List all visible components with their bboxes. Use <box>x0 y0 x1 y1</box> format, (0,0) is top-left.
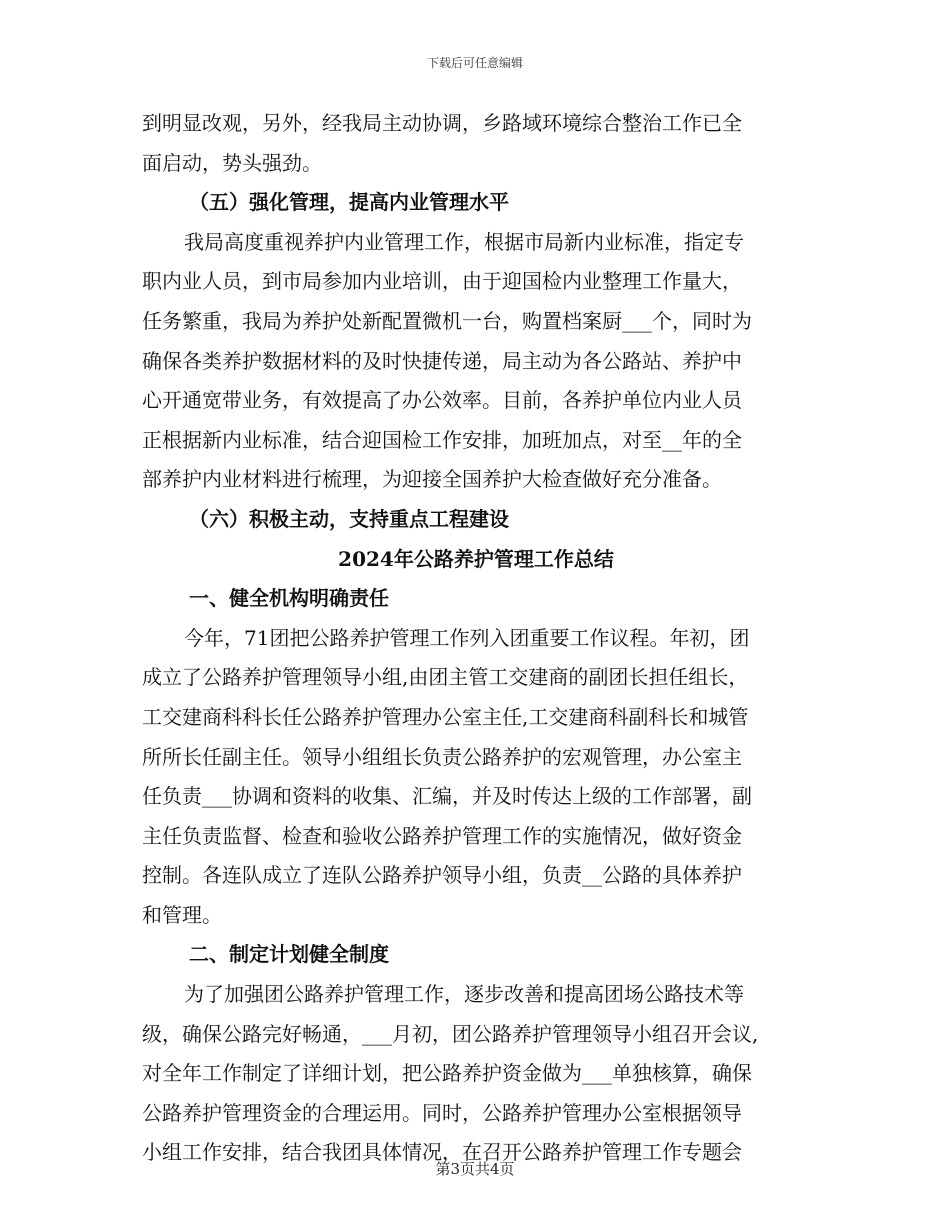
body-text-line: 职内业人员，到市局参加内业培训，由于迎国检内业整理工作量大， <box>142 269 742 294</box>
body-text-line: 成立了公路养护管理领导小组,由团主管工交建商的副团长担任组长， <box>142 665 749 690</box>
paragraph-first-line: 我局高度重视养护内业管理工作，根据市局新内业标准，指定专 <box>184 229 744 254</box>
body-text-line: 任务繁重，我局为养护处新配置微机一台，购置档案厨___个，同时为 <box>142 308 752 333</box>
body-text-line: 面启动，势头强劲。 <box>142 150 322 175</box>
body-text-line: 到明显改观，另外，经我局主动协调，乡路域环境综合整治工作已全 <box>142 111 742 135</box>
body-text-line: 正根据新内业标准，结合迎国检工作安排，加班加点，对至__年的全 <box>142 427 742 452</box>
body-text-line: 心开通宽带业务，有效提高了办公效率。目前，各养护单位内业人员 <box>142 388 742 413</box>
body-text-line: 工交建商科科长任公路养护管理办公室主任,工交建商科副科长和城管 <box>142 704 749 729</box>
section-heading: 一、健全机构明确责任 <box>189 586 389 611</box>
body-text-line: 部养护内业材料进行梳理，为迎接全国养护大检查做好充分准备。 <box>142 467 722 492</box>
paragraph-first-line: 为了加强团公路养护管理工作，逐步改善和提高团场公路技术等 <box>184 982 744 1007</box>
page-header: 下载后可任意编辑 <box>426 56 523 70</box>
body-text-line: 主任负责监督、检查和验收公路养护管理工作的实施情况，做好资金 <box>142 823 742 848</box>
body-text-line: 公路养护管理资金的合理运用。同时，公路养护管理办公室根据领导 <box>142 1100 742 1125</box>
document-body <box>142 104 810 1173</box>
body-text-line: 小组工作安排，结合我团具体情况，在召开公路养护管理工作专题会 <box>142 1140 742 1165</box>
section-heading: 二、制定计划健全制度 <box>189 942 389 967</box>
body-text-line: 确保各类养护数据材料的及时快捷传递，局主动为各公路站、养护中 <box>142 348 742 373</box>
body-text-line: 所所长任副主任。领导小组组长负责公路养护的宏观管理，办公室主 <box>142 744 742 769</box>
section-heading: （六）积极主动，支持重点工程建设 <box>189 506 509 531</box>
body-text-line: 级，确保公路完好畅通，___月初，团公路养护管理领导小组召开会议, <box>142 1021 759 1046</box>
body-text-line: 和管理。 <box>142 902 222 927</box>
body-text-line: 控制。各连队成立了连队公路养护领导小组，负责__公路的具体养护 <box>142 863 742 888</box>
paragraph-first-line: 今年，71团把公路养护管理工作列入团重要工作议程。年初，团 <box>184 625 750 650</box>
page-footer: 第3页共4页 <box>435 1160 515 1178</box>
body-text-line: 任负责___协调和资料的收集、汇编，并及时传达上级的工作部署，副 <box>142 784 752 809</box>
body-text-line: 对全年工作制定了详细计划，把公路养护资金做为___单独核算，确保 <box>142 1061 752 1086</box>
document-title: 2024年公路养护管理工作总结 <box>338 546 614 571</box>
section-heading: （五）强化管理，提高内业管理水平 <box>189 190 509 215</box>
